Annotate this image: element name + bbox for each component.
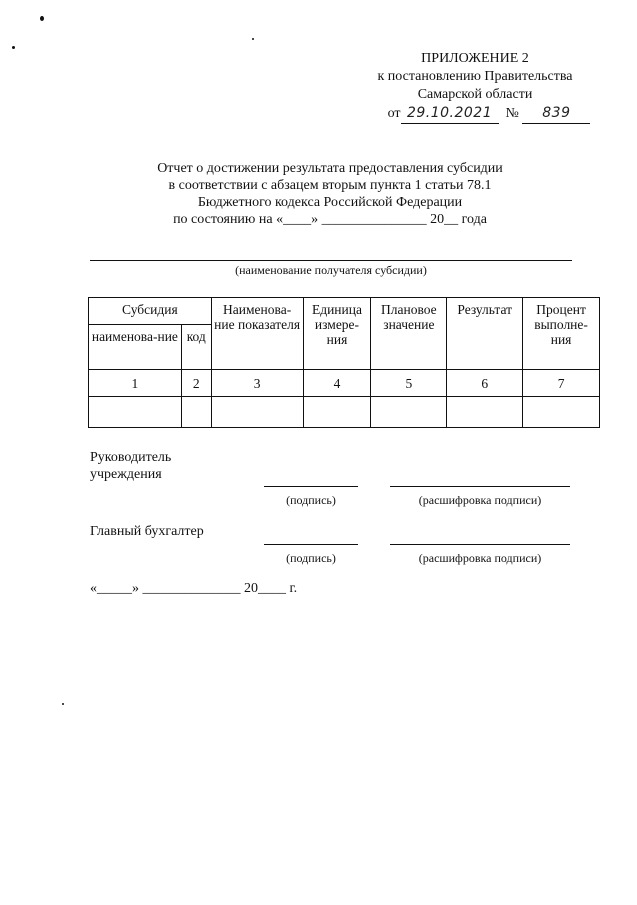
header-subsidy-name: наименова-ние — [89, 325, 182, 370]
accountant-decoding-caption: (расшифровка подписи) — [418, 551, 542, 565]
head-label-line2: учреждения — [90, 467, 162, 482]
date-field — [401, 104, 499, 124]
column-number: 5 — [371, 370, 447, 397]
recipient-caption: (наименование получателя субсидии) — [235, 263, 427, 277]
column-number: 1 — [89, 370, 182, 397]
accountant-decoding-line — [390, 544, 570, 545]
appendix-header — [330, 50, 620, 124]
appendix-line2: Самарской области — [417, 87, 533, 102]
appendix-line1: к постановлению Правительства — [377, 69, 573, 84]
column-number: 4 — [303, 370, 371, 397]
head-signature-caption: (подпись) — [286, 493, 336, 507]
date-line: «_____» ______________ 20____ г. — [90, 581, 298, 596]
scan-speck — [12, 46, 15, 49]
title-line2: в соответствии с абзацем вторым пункта 1 статьи 78.1 — [168, 178, 492, 193]
empty-cell — [371, 397, 447, 428]
scan-speck — [252, 38, 254, 40]
header-result: Результат — [447, 298, 523, 370]
column-number: 3 — [211, 370, 303, 397]
scan-speck — [40, 16, 44, 21]
number-field — [522, 104, 590, 124]
header-unit: Единица измере-ния — [303, 298, 371, 370]
number-prefix: № — [505, 106, 519, 121]
head-decoding-line — [390, 486, 570, 487]
report-table — [88, 297, 600, 428]
empty-cell — [303, 397, 371, 428]
recipient-name-line — [90, 260, 572, 261]
column-number: 2 — [181, 370, 211, 397]
accountant-label: Главный бухгалтер — [90, 524, 204, 539]
header-planned: Плановое значение — [371, 298, 447, 370]
head-signature-line — [264, 486, 358, 487]
handwritten-number: 839 — [542, 105, 571, 121]
empty-cell — [523, 397, 600, 428]
accountant-signature-caption: (подпись) — [286, 551, 336, 565]
handwritten-date: 29.10.2021 — [406, 105, 493, 121]
head-decoding-caption: (расшифровка подписи) — [418, 493, 542, 507]
accountant-signature-line — [264, 544, 358, 545]
empty-cell — [447, 397, 523, 428]
header-indicator: Наименова-ние показателя — [211, 298, 303, 370]
report-title — [100, 160, 560, 228]
header-subsidy-code: код — [181, 325, 211, 370]
appendix-title: ПРИЛОЖЕНИЕ 2 — [421, 51, 529, 66]
head-label-line1: Руководитель — [90, 450, 172, 465]
scan-speck — [62, 703, 64, 705]
empty-cell — [181, 397, 211, 428]
header-percent: Процент выполне-ния — [523, 298, 600, 370]
column-number: 6 — [447, 370, 523, 397]
column-number: 7 — [523, 370, 600, 397]
empty-cell — [211, 397, 303, 428]
title-line1: Отчет о достижении результата предоставления субсидии — [157, 161, 503, 176]
header-subsidy: Субсидия — [89, 298, 212, 325]
from-prefix: от — [387, 106, 401, 121]
appendix-date-number — [330, 104, 620, 124]
title-line4: по состоянию на «____» _______________ 20__ года — [173, 212, 487, 227]
title-line3: Бюджетного кодекса Российской Федерации — [197, 195, 463, 210]
empty-cell — [89, 397, 182, 428]
